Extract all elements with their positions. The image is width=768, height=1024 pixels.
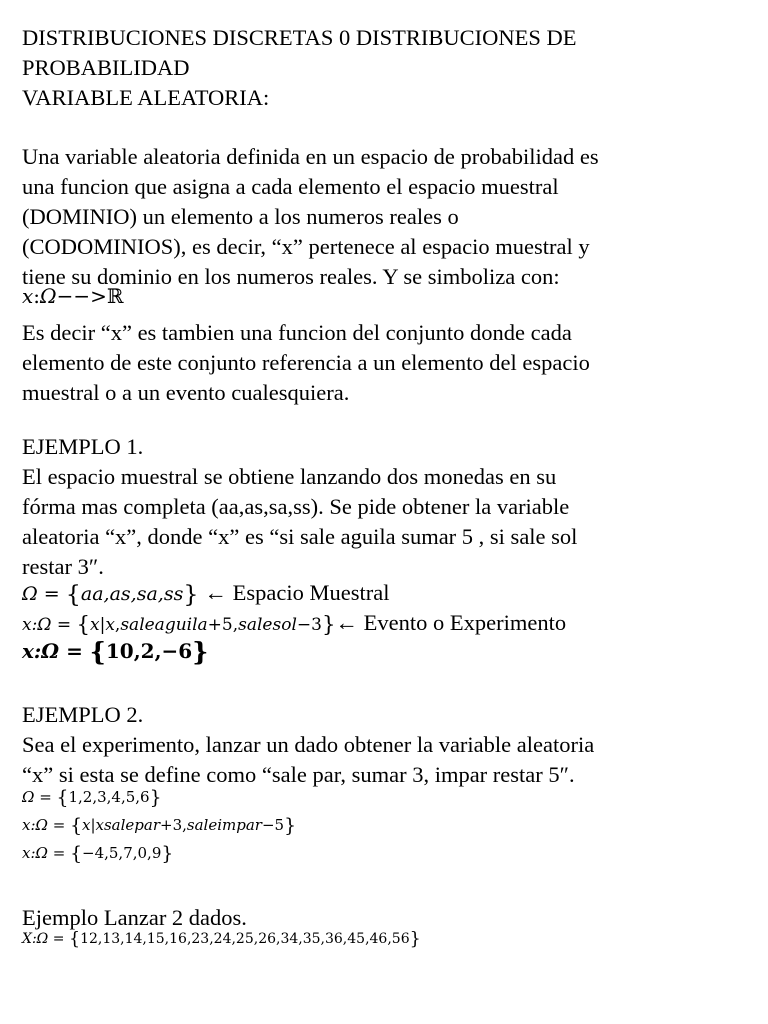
- explanation-line: Es decir “x” es tambien una funcion del conjunto donde cada: [22, 320, 572, 345]
- example-2-event-formula: x:Ω = {x|xsalepar+3,saleimpar−5}: [22, 815, 297, 837]
- example-1-title: EJEMPLO 1.: [22, 434, 144, 459]
- definition-line: Una variable aleatoria definida en un espacio de probabilidad es: [22, 144, 599, 169]
- example-1-line: fórma mas completa (aa,as,sa,ss). Se pide obtener la variable: [22, 494, 570, 519]
- example-1-event-formula: x:Ω = {x|x,saleaguila+5,salesol−3}← Evento o Experimento: [22, 610, 567, 638]
- definition-line: una funcion que asigna a cada elemento el espacio muestral: [22, 174, 559, 199]
- event-note: ← Evento o Experimento: [335, 610, 567, 635]
- example-2-result-formula: x:Ω = {−4,5,7,0,9}: [22, 843, 174, 865]
- definition-line: (CODOMINIOS), es decir, “x” pertenece al espacio muestral y: [22, 234, 590, 259]
- document-heading: [22, 23, 576, 113]
- example-2-line: “x” si esta se define como “sale par, sumar 3, impar restar 5″.: [22, 762, 575, 787]
- heading-line-1: DISTRIBUCIONES DISCRETAS 0 DISTRIBUCIONES DE: [22, 25, 577, 50]
- example-2-section: [22, 700, 594, 790]
- example-1-sample-space-formula: Ω = {aa,as,sa,ss} ← Espacio Muestral: [22, 579, 390, 608]
- example-3-formula: X:Ω = {12,13,14,15,16,23,24,25,26,34,35,36,45,46,56}: [22, 929, 421, 950]
- definition-line: tiene su dominio en los numeros reales. Y se simboliza con:: [22, 264, 560, 289]
- example-1-result-formula: x:Ω = {10,2,−6}: [22, 637, 209, 666]
- example-2-title: EJEMPLO 2.: [22, 702, 144, 727]
- sample-space-note: ← Espacio Muestral: [204, 580, 390, 605]
- explanation-paragraph: [22, 318, 590, 408]
- example-2-line: Sea el experimento, lanzar un dado obtener la variable aleatoria: [22, 732, 595, 757]
- heading-line-2: PROBABILIDAD: [22, 55, 190, 80]
- definition-line: (DOMINIO) un elemento a los numeros reales o: [22, 204, 459, 229]
- heading-line-3: VARIABLE ALEATORIA:: [22, 85, 270, 110]
- explanation-line: elemento de este conjunto referencia a un elemento del espacio: [22, 350, 590, 375]
- function-notation-formula: x:Ω−−>ℝ: [22, 284, 124, 308]
- example-2-sample-space-formula: Ω = {1,2,3,4,5,6}: [22, 787, 162, 809]
- example-3-section: [22, 903, 247, 933]
- example-1-section: [22, 432, 577, 582]
- example-3-title: Ejemplo Lanzar 2 dados.: [22, 905, 247, 930]
- example-1-line: El espacio muestral se obtiene lanzando dos monedas en su: [22, 464, 557, 489]
- example-1-line: aleatoria “x”, donde “x” es “si sale aguila sumar 5 , si sale sol: [22, 524, 578, 549]
- example-1-line: restar 3″.: [22, 554, 104, 579]
- definition-paragraph: [22, 142, 599, 292]
- explanation-line: muestral o a un evento cualesquiera.: [22, 380, 350, 405]
